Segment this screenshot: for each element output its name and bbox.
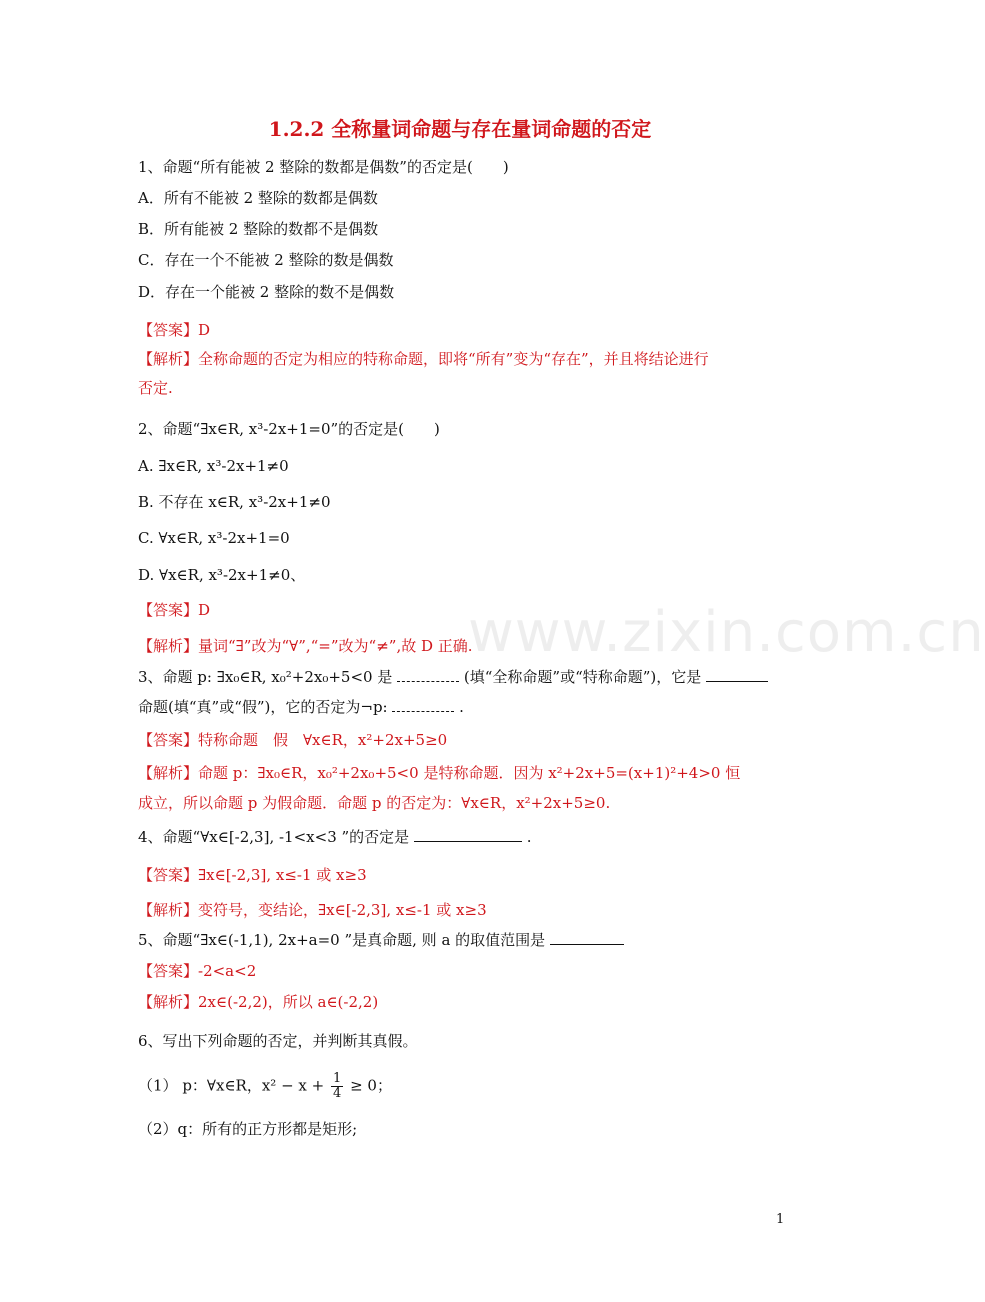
q3-blank-3[interactable] <box>392 697 454 712</box>
q3-stem-line1 <box>138 667 768 687</box>
q5-stem-line <box>138 930 624 950</box>
q2-answer: 【答案】D <box>138 601 211 619</box>
q3-answer: 【答案】特称命题 假 ∀x∈R，x²+2x+5≥0 <box>138 731 448 749</box>
q1-option-b: B．所有能被 2 整除的数都不是偶数 <box>138 220 379 238</box>
fraction-one-quarter <box>331 1072 343 1101</box>
q6-part2: （2）q：所有的正方形都是矩形; <box>138 1120 358 1138</box>
q2-option-b: B. 不存在 x∈R, x³-2x+1≠0 <box>138 493 331 511</box>
q6-part1 <box>138 1072 392 1101</box>
q3-analysis-line1: 【解析】命题 p：∃x₀∈R，x₀²+2x₀+5<0 是特称命题．因为 x²+2x+5=(x+1)²+4>0 恒 <box>138 764 741 782</box>
q3-stem-part3: 命题(填“真”或“假”)，它的否定为¬p: <box>138 698 388 716</box>
fraction-numerator: 1 <box>333 1071 342 1086</box>
q5-analysis: 【解析】2x∈(-2,2)，所以 a∈(-2,2) <box>138 993 379 1011</box>
q3-blank-1[interactable] <box>397 667 459 682</box>
q3-stem-part4: . <box>459 698 464 716</box>
q4-stem: 4、命题“∀x∈[-2,3], -1<x<3 ”的否定是 <box>138 828 410 846</box>
q4-answer: 【答案】∃x∈[-2,3], x≤-1 或 x≥3 <box>138 866 367 884</box>
q1-answer: 【答案】D <box>138 321 211 339</box>
q4-analysis: 【解析】变符号，变结论，∃x∈[-2,3], x≤-1 或 x≥3 <box>138 901 487 919</box>
watermark: www.zixin.com.cn <box>468 600 985 665</box>
q1-option-d: D．存在一个能被 2 整除的数不是偶数 <box>138 283 395 301</box>
q6-part1-tail: ≥ 0； <box>350 1076 392 1095</box>
q2-stem: 2、命题“∃x∈R, x³-2x+1=0”的否定是( ) <box>138 420 440 438</box>
q2-option-c: C. ∀x∈R, x³-2x+1=0 <box>138 529 290 547</box>
q1-stem: 1、命题“所有能被 2 整除的数都是偶数”的否定是( ) <box>138 158 509 176</box>
q1-option-c: C．存在一个不能被 2 整除的数是偶数 <box>138 251 394 269</box>
q6-part1-expr: p：∀x∈R，x² − x + <box>182 1076 325 1095</box>
q4-blank[interactable] <box>414 827 522 842</box>
q6-stem: 6、写出下列命题的否定，并判断其真假。 <box>138 1032 418 1050</box>
q3-stem-part1: 3、命题 p: ∃x₀∈R, x₀²+2x₀+5<0 是 <box>138 668 393 686</box>
q1-option-a: A．所有不能被 2 整除的数都是偶数 <box>138 189 378 207</box>
q1-analysis-line2: 否定. <box>138 379 173 397</box>
fraction-denominator: 4 <box>333 1086 342 1101</box>
q3-analysis-line2: 成立，所以命题 p 为假命题．命题 p 的否定为：∀x∈R，x²+2x+5≥0. <box>138 794 611 812</box>
q3-stem-line2 <box>138 697 464 717</box>
q4-stem-line <box>138 827 532 847</box>
q4-stem-end: . <box>526 828 532 846</box>
q6-part1-prefix: （1） <box>138 1076 178 1095</box>
q5-answer: 【答案】-2<a<2 <box>138 962 257 980</box>
q2-option-a: A. ∃x∈R, x³-2x+1≠0 <box>138 457 289 475</box>
q3-stem-part2: (填“全称命题”或“特称命题”)，它是 <box>463 668 702 686</box>
q2-analysis: 【解析】量词“∃”改为“∀”,“=”改为“≠”,故 D 正确. <box>138 637 473 655</box>
q2-option-d: D. ∀x∈R, x³-2x+1≠0、 <box>138 566 306 584</box>
q1-analysis-line1: 【解析】全称命题的否定为相应的特称命题，即将“所有”变为“存在”，并且将结论进行 <box>138 350 709 368</box>
page-number: 1 <box>776 1212 785 1227</box>
q5-blank[interactable] <box>550 930 624 945</box>
q5-stem: 5、命题“∃x∈(-1,1), 2x+a=0 ”是真命题, 则 a 的取值范围是 <box>138 931 546 949</box>
q3-blank-2[interactable] <box>706 667 768 682</box>
document-title: 1.2.2 全称量词命题与存在量词命题的否定 <box>268 117 652 141</box>
